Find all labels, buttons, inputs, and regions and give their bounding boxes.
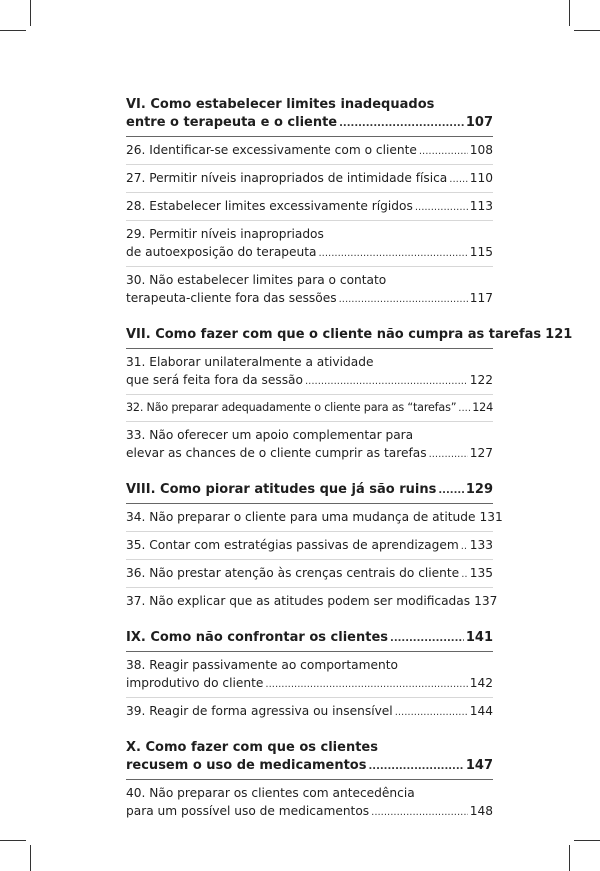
section-heading-text: IX. Como não confrontar os clientes xyxy=(126,630,389,645)
toc-entry-text: 28. Estabelecer limites excessivamente rígidos xyxy=(126,199,413,213)
toc-entry xyxy=(126,353,493,395)
page-number: 142 xyxy=(469,676,493,690)
page-number: 108 xyxy=(469,143,493,157)
toc-entry xyxy=(126,169,493,193)
toc-entry-line xyxy=(126,169,493,189)
page-number: 137 xyxy=(474,594,498,608)
dot-leader xyxy=(419,141,468,161)
page-number: 141 xyxy=(465,630,493,645)
crop-mark xyxy=(0,840,26,841)
section-heading-line xyxy=(126,481,493,500)
page-number: 129 xyxy=(465,482,493,497)
page-number: 124 xyxy=(472,401,493,414)
toc-entry-text: 30. Não estabelecer limites para o contato xyxy=(126,273,387,287)
dot-leader xyxy=(415,197,468,217)
section-heading xyxy=(126,481,493,504)
toc-entry-text: 35. Contar com estratégias passivas de aprendizagem xyxy=(126,538,459,552)
page-number: 117 xyxy=(469,291,493,305)
toc-entry-text: 29. Permitir níveis inapropriados xyxy=(126,227,324,241)
dot-leader xyxy=(305,371,468,391)
toc-entry-line xyxy=(126,536,493,556)
section-heading-line xyxy=(126,757,493,776)
dot-leader xyxy=(265,674,467,694)
section-heading-text: VIII. Como piorar atitudes que já são ruins xyxy=(126,482,437,497)
toc-entry-text: 40. Não preparar os clientes com antecedência xyxy=(126,786,415,800)
section-heading xyxy=(126,96,493,137)
toc-entry-text: 33. Não oferecer um apoio complementar para xyxy=(126,428,414,442)
toc-section xyxy=(126,96,493,312)
toc-section xyxy=(126,326,573,467)
dot-leader xyxy=(461,536,468,556)
dot-leader xyxy=(390,629,464,648)
toc-entry xyxy=(126,508,503,532)
toc-entry-line xyxy=(126,243,493,263)
crop-mark xyxy=(30,0,31,26)
toc-entry xyxy=(126,399,493,422)
toc-entry xyxy=(126,784,493,825)
toc-entry-text: terapeuta-cliente fora das sessões xyxy=(126,291,337,305)
toc-entry-text: 32. Não preparar adequadamente o cliente para as “tarefas” xyxy=(126,401,457,414)
dot-leader xyxy=(429,444,468,464)
dot-leader xyxy=(458,399,470,418)
toc-section xyxy=(126,739,493,825)
dot-leader xyxy=(449,169,467,189)
toc-entry xyxy=(126,656,493,698)
dot-leader xyxy=(395,702,468,722)
dot-leader xyxy=(371,802,468,822)
toc-entry xyxy=(126,564,493,588)
toc-entry-text: 39. Reagir de forma agressiva ou insensível xyxy=(126,704,393,718)
section-heading xyxy=(126,739,493,780)
toc-entry-text: 36. Não prestar atenção às crenças centrais do cliente xyxy=(126,566,460,580)
page-number: 148 xyxy=(469,804,493,818)
toc-entry-line xyxy=(126,702,493,722)
toc-entry-line xyxy=(126,802,493,822)
dot-leader xyxy=(319,243,468,263)
toc-entry-text: 31. Elaborar unilateralmente a atividade xyxy=(126,355,374,369)
page-number: 144 xyxy=(469,704,493,718)
page-number: 131 xyxy=(479,510,503,524)
toc-entry xyxy=(126,271,493,312)
crop-mark xyxy=(569,0,570,26)
section-heading-text: recusem o uso de medicamentos xyxy=(126,758,367,773)
dot-leader xyxy=(438,481,463,500)
crop-mark xyxy=(574,30,600,31)
crop-mark xyxy=(30,845,31,871)
toc-entry xyxy=(126,426,493,467)
page-number: 115 xyxy=(469,245,493,259)
page-number: 133 xyxy=(469,538,493,552)
toc-entry xyxy=(126,141,493,165)
toc-entry-line xyxy=(126,444,493,464)
toc-entry-text: 34. Não preparar o cliente para uma mudança de atitude xyxy=(126,510,476,524)
section-heading-line xyxy=(126,326,573,345)
section-heading-text: VII. Como fazer com que o cliente não cumpra as tarefas xyxy=(126,327,542,342)
toc-entry-line xyxy=(126,141,493,161)
page-number: 135 xyxy=(469,566,493,580)
toc-entry-text: para um possível uso de medicamentos xyxy=(126,804,370,818)
toc-entry-line xyxy=(126,371,493,391)
toc-entry-text: 38. Reagir passivamente ao comportamento xyxy=(126,658,398,672)
page-number: 107 xyxy=(465,115,493,130)
section-heading-line xyxy=(126,629,493,648)
table-of-contents xyxy=(126,96,573,839)
crop-mark xyxy=(569,845,570,871)
toc-entry xyxy=(126,702,493,725)
toc-entry-text: 27. Permitir níveis inapropriados de intimidade física xyxy=(126,171,448,185)
toc-entry-line xyxy=(126,399,493,418)
dot-leader xyxy=(461,564,468,584)
section-heading-text: entre o terapeuta e o cliente xyxy=(126,115,338,130)
dot-leader xyxy=(368,757,463,776)
toc-section xyxy=(126,629,493,725)
page-number: 147 xyxy=(465,758,493,773)
section-heading-line xyxy=(126,114,493,133)
page-number: 110 xyxy=(469,171,493,185)
page-number: 121 xyxy=(545,327,573,342)
section-heading-text: X. Como fazer com que os clientes xyxy=(126,740,378,755)
toc-entry-line xyxy=(126,197,493,217)
toc-entry xyxy=(126,197,493,221)
section-heading xyxy=(126,629,493,652)
toc-entry xyxy=(126,592,498,615)
crop-mark xyxy=(574,840,600,841)
section-heading-text: VI. Como estabelecer limites inadequados xyxy=(126,97,435,112)
toc-entry-text: elevar as chances de o cliente cumprir as tarefas xyxy=(126,446,427,460)
toc-entry-text: de autoexposição do terapeuta xyxy=(126,245,317,259)
toc-entry-line xyxy=(126,564,493,584)
toc-entry-line xyxy=(126,508,503,528)
toc-entry-text: que será feita fora da sessão xyxy=(126,373,303,387)
toc-entry-text: 26. Identificar-se excessivamente com o cliente xyxy=(126,143,417,157)
toc-entry-line xyxy=(126,592,498,612)
toc-entry-text: 37. Não explicar que as atitudes podem ser modificadas xyxy=(126,594,471,608)
toc-section xyxy=(126,481,503,615)
dot-leader xyxy=(339,114,464,133)
toc-entry-line xyxy=(126,289,493,309)
dot-leader xyxy=(339,289,468,309)
toc-entry xyxy=(126,536,493,560)
page-number: 127 xyxy=(469,446,493,460)
page-number: 113 xyxy=(469,199,493,213)
toc-entry xyxy=(126,225,493,267)
crop-mark xyxy=(0,30,26,31)
toc-entry-text: improdutivo do cliente xyxy=(126,676,264,690)
section-heading xyxy=(126,326,573,349)
toc-entry-line xyxy=(126,674,493,694)
page-number: 122 xyxy=(469,373,493,387)
